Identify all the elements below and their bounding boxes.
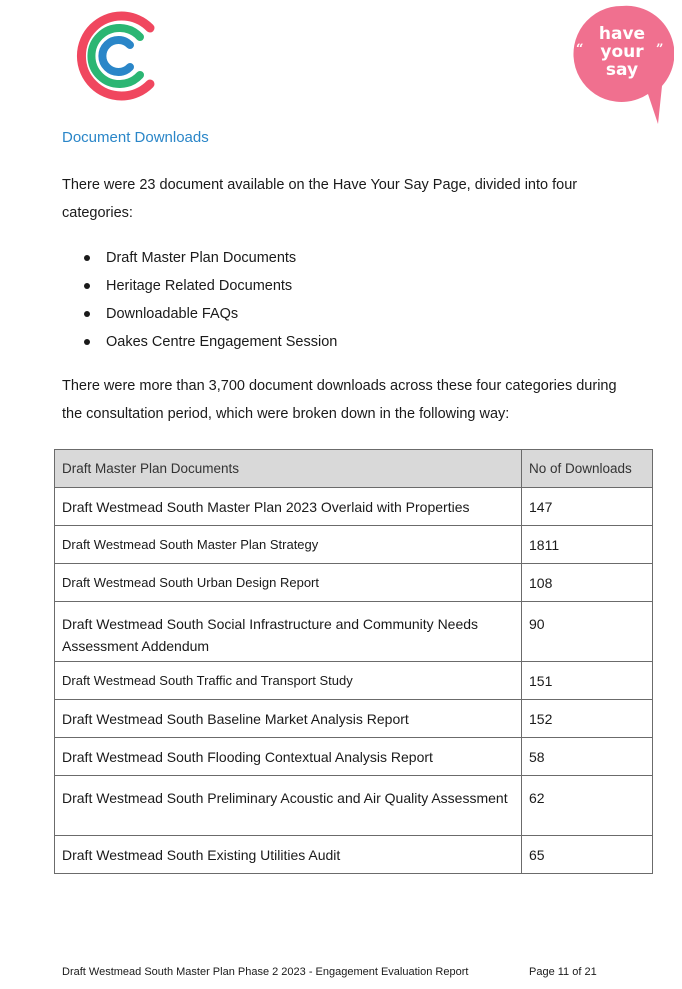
document-name-cell: Draft Westmead South Baseline Market Analysis Report	[55, 700, 522, 738]
downloads-cell: 62	[522, 776, 653, 836]
council-c-logo-icon	[66, 6, 158, 106]
downloads-cell: 58	[522, 738, 653, 776]
document-name-cell: Draft Westmead South Urban Design Report	[55, 564, 522, 602]
downloads-cell: 65	[522, 836, 653, 874]
list-item	[84, 274, 337, 302]
bullet-icon	[84, 339, 90, 345]
document-name-cell: Draft Westmead South Preliminary Acoustic and Air Quality Assessment	[55, 776, 522, 836]
downloads-cell: 108	[522, 564, 653, 602]
downloads-table	[54, 449, 653, 874]
list-item-label: Downloadable FAQs	[106, 306, 239, 322]
logo-word-have: have	[598, 24, 646, 44]
category-list	[84, 246, 337, 358]
table-row	[55, 602, 653, 662]
document-name-cell: Draft Westmead South Master Plan 2023 Overlaid with Properties	[55, 488, 522, 526]
list-item-label: Draft Master Plan Documents	[106, 250, 297, 266]
logo-word-say: say	[605, 60, 639, 80]
intro-paragraph: There were 23 document available on the Have Your Say Page, divided into four categories:	[62, 177, 578, 221]
table-row	[55, 526, 653, 564]
table-row	[55, 776, 653, 836]
bullet-icon	[84, 283, 90, 289]
table-row	[55, 488, 653, 526]
table-row	[55, 700, 653, 738]
document-name-cell: Draft Westmead South Traffic and Transport Study	[55, 662, 522, 700]
close-quote-icon: ”	[656, 42, 664, 57]
table-row	[55, 738, 653, 776]
document-name-cell: Draft Westmead South Social Infrastructure and Community Needs Assessment Addendum	[55, 602, 522, 662]
downloads-cell: 90	[522, 602, 653, 662]
table-row	[55, 564, 653, 602]
list-item-label: Heritage Related Documents	[106, 278, 293, 294]
column-header-downloads: No of Downloads	[522, 450, 653, 488]
table-header-row	[55, 450, 653, 488]
have-your-say-logo	[572, 4, 674, 128]
table-row	[55, 836, 653, 874]
footer-page-number: Page 11 of 21	[529, 966, 597, 978]
list-item-label: Oakes Centre Engagement Session	[106, 334, 338, 350]
list-item	[84, 330, 337, 358]
document-name-cell: Draft Westmead South Existing Utilities Audit	[55, 836, 522, 874]
downloads-cell: 1811	[522, 526, 653, 564]
downloads-cell: 152	[522, 700, 653, 738]
footer-document-title: Draft Westmead South Master Plan Phase 2 2023 - Engagement Evaluation Report	[62, 966, 469, 978]
list-item	[84, 246, 337, 274]
bullet-icon	[84, 311, 90, 317]
downloads-cell: 147	[522, 488, 653, 526]
list-item	[84, 302, 337, 330]
open-quote-icon: “	[576, 42, 584, 57]
section-heading: Document Downloads	[62, 129, 209, 146]
logo-word-your: your	[600, 42, 644, 62]
column-header-document: Draft Master Plan Documents	[55, 450, 522, 488]
summary-paragraph: There were more than 3,700 document downloads across these four categories during the consultation period, which were broken down in the following way:	[62, 378, 617, 422]
document-name-cell: Draft Westmead South Master Plan Strategy	[55, 526, 522, 564]
document-name-cell: Draft Westmead South Flooding Contextual Analysis Report	[55, 738, 522, 776]
bullet-icon	[84, 255, 90, 261]
table-row	[55, 662, 653, 700]
downloads-cell: 151	[522, 662, 653, 700]
